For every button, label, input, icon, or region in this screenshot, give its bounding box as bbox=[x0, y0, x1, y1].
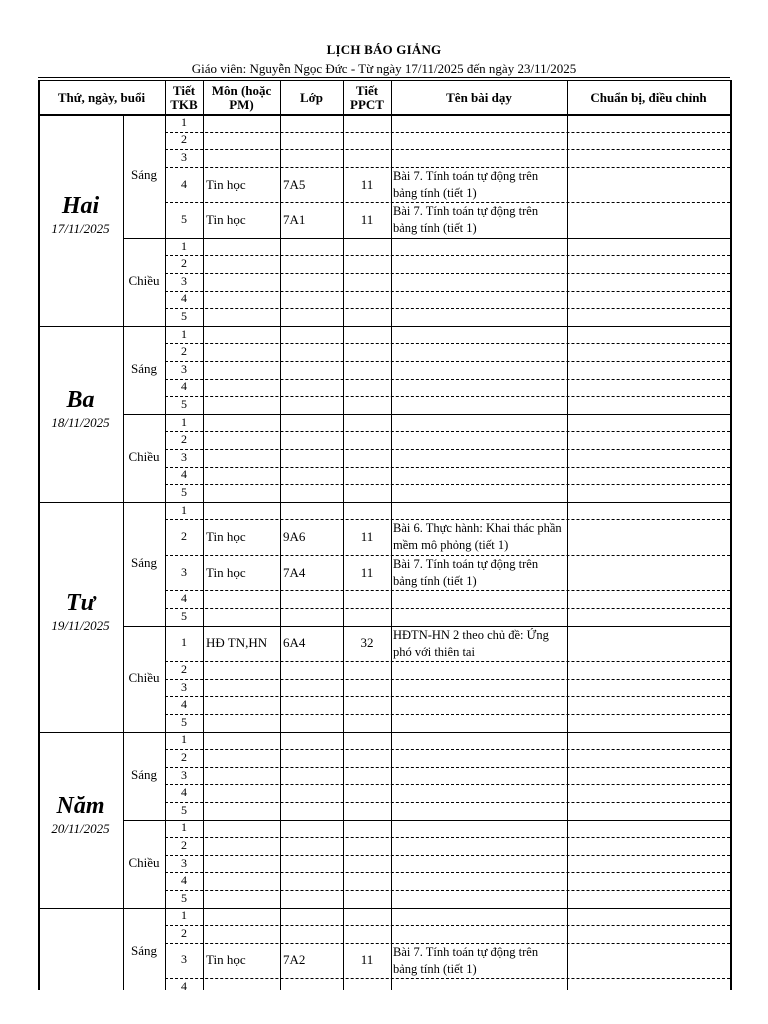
class-cell: 7A5 bbox=[283, 176, 306, 192]
lesson-title-cell: Bài 7. Tính toán tự động trên bảng tính (tiết 1) bbox=[393, 204, 539, 236]
day-date: 18/11/2025 bbox=[51, 414, 110, 430]
class-cell: 9A6 bbox=[283, 529, 306, 545]
tiet-tkb-cell: 5 bbox=[181, 608, 187, 623]
tiet-tkb-cell: 5 bbox=[181, 890, 187, 905]
row-divider bbox=[165, 379, 730, 380]
tiet-tkb-cell: 1 bbox=[181, 414, 187, 429]
session-label: Chiều bbox=[128, 854, 160, 870]
day-divider bbox=[38, 502, 730, 503]
subject-cell: Tin học bbox=[206, 952, 246, 968]
session-label: Sáng bbox=[131, 166, 157, 182]
header-lop: Lớp bbox=[299, 90, 324, 105]
header-thu-ngay-buoi: Thứ, ngày, buổi bbox=[57, 90, 146, 105]
tiet-tkb-cell: 4 bbox=[181, 785, 187, 800]
tiet-tkb-cell: 2 bbox=[181, 132, 187, 147]
column-border bbox=[123, 114, 124, 990]
subject-cell: Tin học bbox=[206, 529, 246, 545]
row-divider bbox=[165, 714, 730, 715]
tiet-tkb-cell: 2 bbox=[181, 432, 187, 447]
page-subtitle: Giáo viên: Nguyễn Ngọc Đức - Từ ngày 17/11/2025 đến ngày 23/11/2025 bbox=[191, 61, 577, 76]
day-label bbox=[38, 192, 123, 238]
tiet-tkb-cell: 1 bbox=[181, 732, 187, 747]
row-divider bbox=[165, 255, 730, 256]
top-border bbox=[38, 77, 730, 78]
row-divider bbox=[165, 749, 730, 750]
column-border bbox=[730, 80, 732, 990]
session-divider bbox=[123, 414, 730, 415]
tiet-tkb-cell: 5 bbox=[181, 714, 187, 729]
subject-cell: Tin học bbox=[206, 212, 246, 228]
row-divider bbox=[165, 837, 730, 838]
row-divider bbox=[165, 696, 730, 697]
column-border bbox=[391, 80, 392, 990]
header-tiet-ppct: Tiết PPCT bbox=[350, 83, 384, 112]
column-border bbox=[38, 80, 40, 990]
row-divider bbox=[165, 925, 730, 926]
ppct-cell: 11 bbox=[360, 529, 374, 545]
header-chuan-bi: Chuẩn bị, điều chỉnh bbox=[590, 90, 707, 105]
lesson-title-cell: Bài 7. Tính toán tự động trên bảng tính (tiết 1) bbox=[393, 944, 539, 976]
tiet-tkb-cell: 4 bbox=[181, 467, 187, 482]
day-name: Tư bbox=[65, 589, 96, 616]
column-border bbox=[165, 80, 166, 990]
tiet-tkb-cell: 1 bbox=[181, 908, 187, 923]
column-border bbox=[203, 80, 204, 990]
day-name: Ba bbox=[66, 386, 95, 413]
tiet-tkb-cell: 3 bbox=[181, 564, 187, 579]
ppct-cell: 11 bbox=[360, 564, 374, 580]
day-date: 19/11/2025 bbox=[51, 617, 110, 633]
tiet-tkb-cell: 4 bbox=[181, 291, 187, 306]
subject-cell: HĐ TN,HN bbox=[206, 635, 268, 651]
row-divider bbox=[165, 149, 730, 150]
tiet-tkb-cell: 3 bbox=[181, 679, 187, 694]
lesson-title-cell: Bài 7. Tính toán tự động trên bảng tính (tiết 1) bbox=[393, 556, 539, 588]
lesson-title-cell: Bài 6. Thực hành: Khai thác phần mềm mô phỏng (tiết 1) bbox=[393, 521, 562, 553]
row-divider bbox=[165, 890, 730, 891]
row-divider bbox=[165, 784, 730, 785]
tiet-tkb-cell: 2 bbox=[181, 529, 187, 544]
tiet-tkb-cell: 2 bbox=[181, 837, 187, 852]
header-tiet-tkb: Tiết TKB bbox=[170, 83, 198, 112]
day-divider bbox=[38, 326, 730, 327]
tiet-tkb-cell: 5 bbox=[181, 485, 187, 499]
top-border-inner bbox=[38, 80, 730, 81]
session-label: Sáng bbox=[131, 942, 157, 958]
subject-cell: Tin học bbox=[206, 176, 246, 192]
row-divider bbox=[165, 590, 730, 591]
session-divider bbox=[123, 820, 730, 821]
lesson-title-cell: Bài 7. Tính toán tự động trên bảng tính (tiết 1) bbox=[393, 168, 539, 200]
class-cell: 6A4 bbox=[283, 635, 306, 651]
row-divider bbox=[165, 679, 730, 680]
header-ten-bai-day: Tên bài dạy bbox=[446, 90, 512, 105]
class-cell: 7A4 bbox=[283, 564, 306, 580]
tiet-tkb-cell: 1 bbox=[181, 635, 187, 650]
tiet-tkb-cell: 4 bbox=[181, 697, 187, 712]
tiet-tkb-cell: 3 bbox=[181, 952, 187, 967]
ppct-cell: 11 bbox=[360, 176, 374, 192]
day-name: Hai bbox=[61, 192, 100, 219]
row-divider bbox=[165, 767, 730, 768]
tiet-tkb-cell: 4 bbox=[181, 379, 187, 394]
row-divider bbox=[165, 872, 730, 873]
tiet-tkb-cell: 2 bbox=[181, 256, 187, 271]
row-divider bbox=[165, 802, 730, 803]
tiet-tkb-cell: 1 bbox=[181, 326, 187, 341]
column-border bbox=[567, 80, 568, 990]
ppct-cell: 11 bbox=[360, 952, 374, 968]
column-border bbox=[280, 80, 281, 990]
tiet-tkb-cell: 1 bbox=[181, 114, 187, 129]
tiet-tkb-cell: 3 bbox=[181, 855, 187, 870]
row-divider bbox=[165, 855, 730, 856]
tiet-tkb-cell: 3 bbox=[181, 361, 187, 376]
session-label: Chiều bbox=[128, 272, 160, 288]
tiet-tkb-cell: 3 bbox=[181, 273, 187, 288]
session-label: Sáng bbox=[131, 554, 157, 570]
session-label: Sáng bbox=[131, 360, 157, 376]
class-cell: 7A2 bbox=[283, 952, 306, 968]
ppct-cell: 32 bbox=[360, 635, 374, 651]
tiet-tkb-cell: 2 bbox=[181, 344, 187, 359]
day-label bbox=[38, 386, 123, 432]
day-divider bbox=[38, 732, 730, 733]
tiet-tkb-cell: 3 bbox=[181, 767, 187, 782]
day-date: 20/11/2025 bbox=[51, 820, 110, 836]
row-divider bbox=[165, 484, 730, 485]
tiet-tkb-cell: 1 bbox=[181, 502, 187, 517]
page-title: LỊCH BÁO GIẢNG bbox=[326, 42, 442, 57]
tiet-tkb-cell: 1 bbox=[181, 238, 187, 253]
tiet-tkb-cell: 2 bbox=[181, 749, 187, 764]
day-label bbox=[38, 589, 123, 635]
subject-cell: Tin học bbox=[206, 564, 246, 580]
session-divider bbox=[123, 238, 730, 239]
day-name: Năm bbox=[56, 792, 105, 819]
tiet-tkb-cell: 3 bbox=[181, 150, 187, 164]
session-label: Chiều bbox=[128, 669, 160, 685]
row-divider bbox=[165, 978, 730, 979]
tiet-tkb-cell: 5 bbox=[181, 397, 187, 411]
tiet-tkb-cell: 2 bbox=[181, 925, 187, 940]
tiet-tkb-cell: 5 bbox=[181, 309, 187, 323]
row-divider bbox=[165, 396, 730, 397]
lesson-title-cell: HĐTN-HN 2 theo chủ đề: Ứng phó với thiên tai bbox=[393, 627, 549, 659]
tiet-tkb-cell: 4 bbox=[181, 873, 187, 888]
tiet-tkb-cell: 2 bbox=[181, 661, 187, 676]
row-divider bbox=[165, 273, 730, 274]
tiet-tkb-cell: 3 bbox=[181, 449, 187, 464]
tiet-tkb-cell: 5 bbox=[181, 802, 187, 817]
tiet-tkb-cell: 5 bbox=[181, 212, 187, 227]
day-divider bbox=[38, 908, 730, 909]
header-bottom-border bbox=[38, 114, 730, 116]
row-divider bbox=[165, 291, 730, 292]
header-mon: Môn (hoặc PM) bbox=[211, 83, 272, 112]
ppct-cell: 11 bbox=[360, 212, 374, 228]
day-date: 17/11/2025 bbox=[51, 220, 110, 236]
row-divider bbox=[165, 661, 730, 662]
row-divider bbox=[165, 608, 730, 609]
row-divider bbox=[165, 467, 730, 468]
row-divider bbox=[165, 431, 730, 432]
row-divider bbox=[165, 449, 730, 450]
session-label: Chiều bbox=[128, 448, 160, 464]
column-border bbox=[343, 80, 344, 990]
tiet-tkb-cell: 4 bbox=[181, 591, 187, 606]
row-divider bbox=[165, 132, 730, 133]
class-cell: 7A1 bbox=[283, 212, 306, 228]
session-label: Sáng bbox=[131, 766, 157, 782]
row-divider bbox=[165, 361, 730, 362]
day-label bbox=[38, 792, 123, 838]
row-divider bbox=[165, 343, 730, 344]
tiet-tkb-cell: 1 bbox=[181, 820, 187, 835]
tiet-tkb-cell: 4 bbox=[181, 176, 187, 191]
tiet-tkb-cell: 4 bbox=[181, 979, 187, 993]
row-divider bbox=[165, 308, 730, 309]
